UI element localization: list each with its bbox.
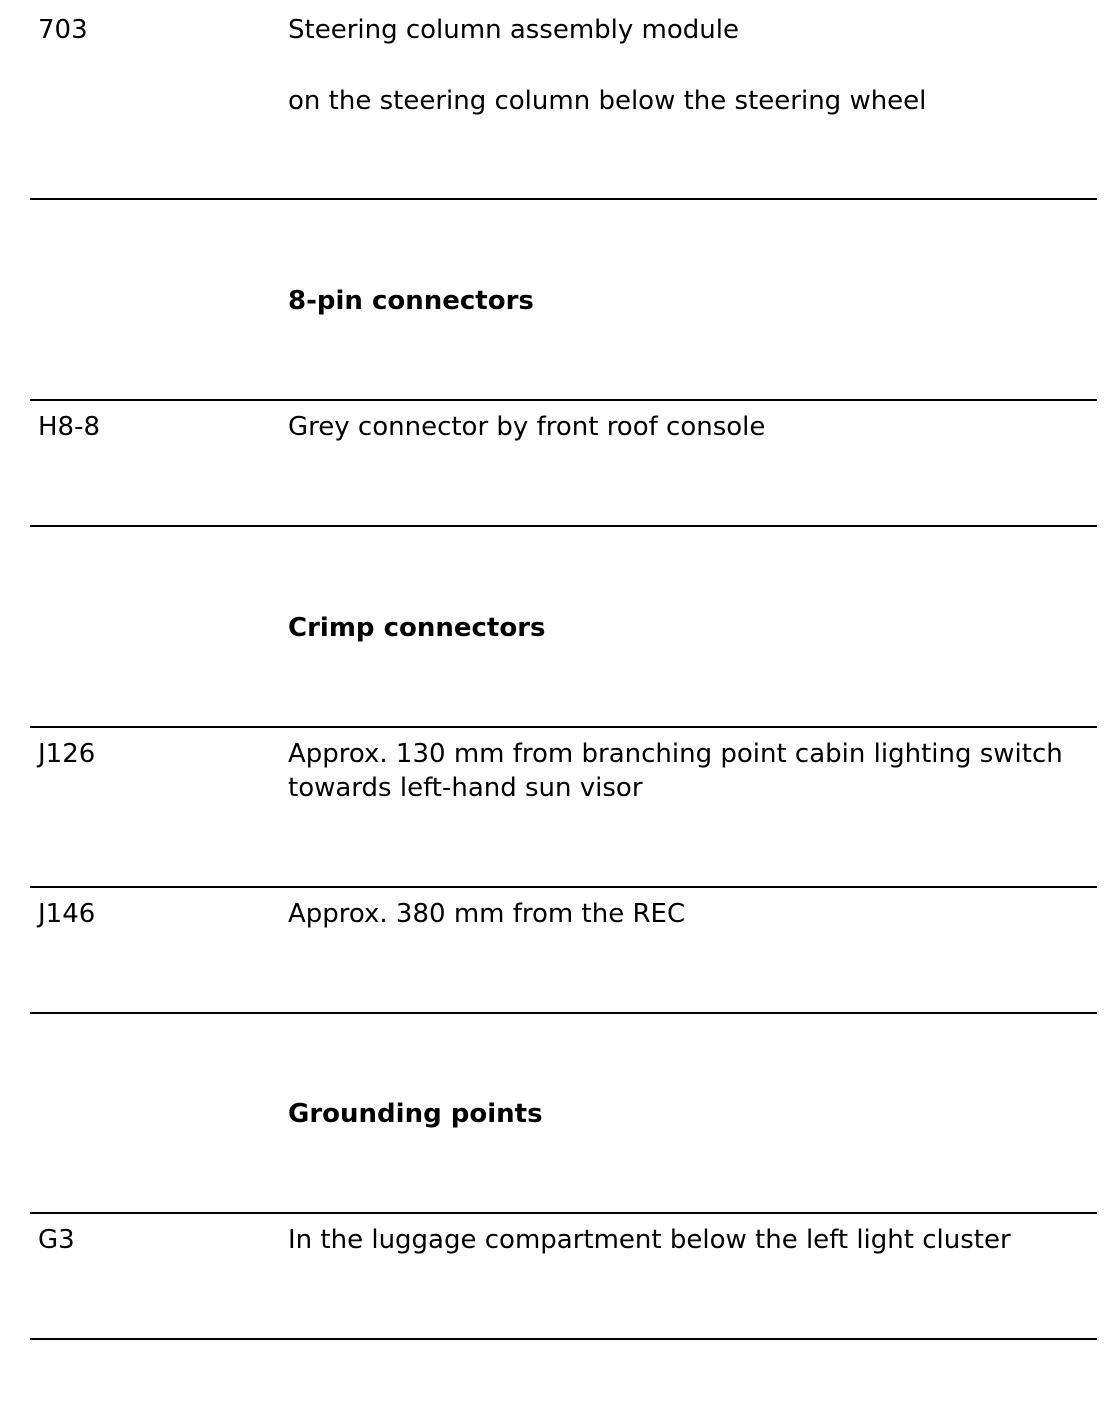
section-heading: Grounding points <box>288 1099 543 1129</box>
row-divider <box>30 1212 1097 1214</box>
row-divider <box>30 399 1097 401</box>
row-divider <box>30 198 1097 200</box>
section-heading: Crimp connectors <box>288 613 546 643</box>
grounding-code: G3 <box>38 1225 75 1255</box>
row-divider <box>30 1338 1097 1340</box>
connector-description: Approx. 130 mm from branching point cabin lighting switch towards left-hand sun visor <box>288 739 1063 803</box>
section-heading: 8-pin connectors <box>288 286 534 316</box>
component-location: on the steering column below the steering wheel <box>288 86 927 116</box>
connector-code: J126 <box>38 739 96 769</box>
connector-description: Grey connector by front roof console <box>288 412 766 442</box>
row-divider <box>30 726 1097 728</box>
connector-code: J146 <box>38 899 96 929</box>
row-divider <box>30 1012 1097 1014</box>
grounding-description: In the luggage compartment below the left light cluster <box>288 1225 1011 1255</box>
component-code: 703 <box>38 15 88 45</box>
row-divider <box>30 886 1097 888</box>
component-description: Steering column assembly module <box>288 15 739 45</box>
connector-description: Approx. 380 mm from the REC <box>288 899 686 929</box>
row-divider <box>30 525 1097 527</box>
connector-code: H8-8 <box>38 412 101 442</box>
